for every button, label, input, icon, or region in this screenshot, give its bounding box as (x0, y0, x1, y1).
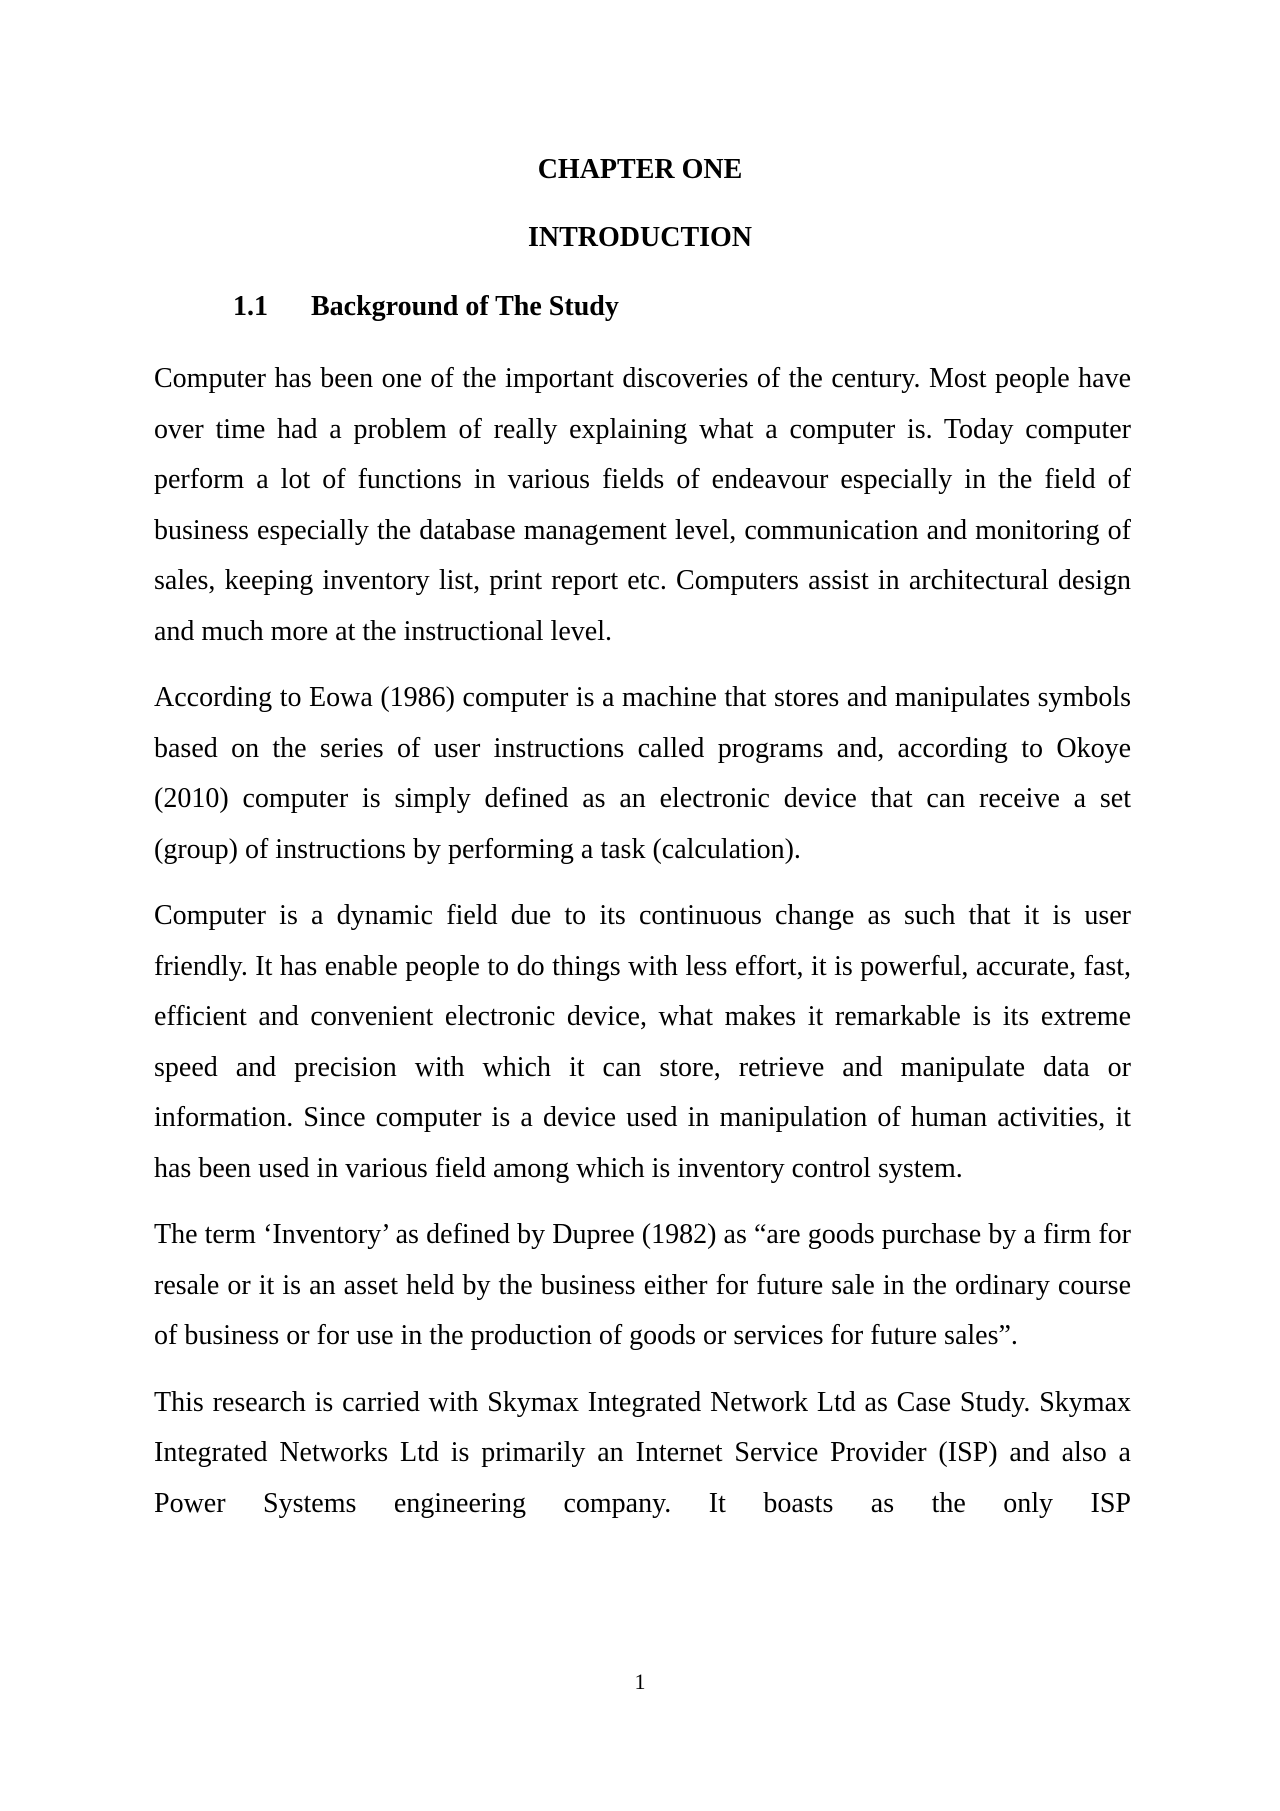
paragraph: The term ‘Inventory’ as defined by Dupree (1982) as “are goods purchase by a firm for resale or it is an asset held by the business either for future sale in the ordinary course of business or for use in the production of goods or services for future sales”. (154, 1219, 1131, 1351)
section-title: Background of The Study (311, 291, 619, 322)
paragraph: Computer is a dynamic field due to its continuous change as such that it is user friendly. It has enable people to do things with less effort, it is powerful, accurate, fast, efficient and convenient electronic device, what makes it remarkable is its extreme speed and precision with which it can store, retrieve and manipulate data or information. Since computer is a device used in manipulation of human activities, it has been used in various field among which is inventory control system. (154, 900, 1131, 1184)
section-heading (233, 290, 619, 324)
paragraph: According to Eowa (1986) computer is a machine that stores and manipulates symbols based on the series of user instructions called programs and, according to Okoye (2010) computer is simply defined as an electronic device that can receive a set (group) of instructions by performing a task (calculation). (154, 682, 1131, 865)
page-number: 1 (634, 1669, 646, 1694)
body-text (154, 354, 1131, 1545)
chapter-subtitle: INTRODUCTION (527, 222, 753, 253)
section-number: 1.1 (233, 291, 268, 322)
chapter-title: CHAPTER ONE (537, 154, 743, 185)
paragraph: Computer has been one of the important discoveries of the century. Most people have over time had a problem of really explaining what a computer is. Today computer perform a lot of functions in various fields of endeavour especially in the field of business especially the database management level, communication and monitoring of sales, keeping inventory list, print report etc. Computers assist in architectural design and much more at the instructional level. (154, 363, 1131, 647)
paragraph: This research is carried with Skymax Integrated Network Ltd as Case Study. Skymax Integrated Networks Ltd is primarily an Internet Service Provider (ISP) and also a Power Systems engineering company. It boasts as the only ISP (154, 1386, 1131, 1519)
